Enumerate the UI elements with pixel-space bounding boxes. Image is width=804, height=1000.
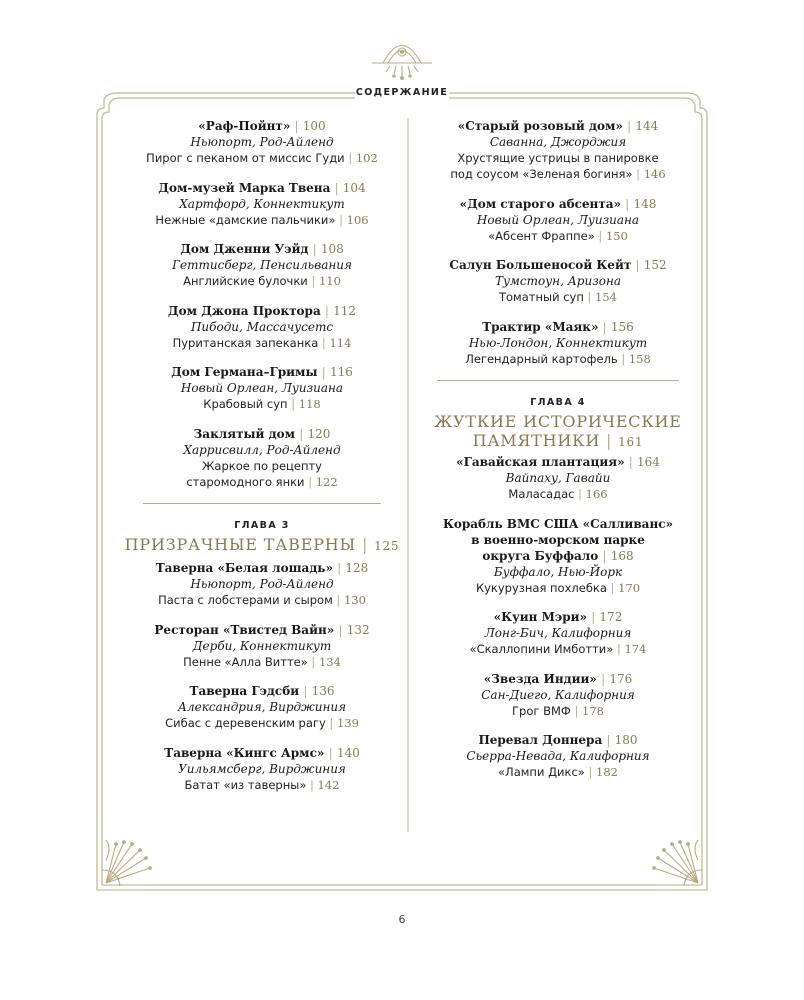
page-ref: 164 [637,455,660,469]
entry-title: «Раф-Пойнт» [198,119,291,133]
entry-recipe: Нежные «дамские пальчики» [155,212,336,227]
entry-location: Новый Орлеан, Луизиана [476,212,640,227]
entry-recipe: старомодного янки [186,474,305,489]
page-ref: 146 [643,167,666,181]
toc-entry[interactable]: Таверна «Белая лошадь» | 128 Ньюпорт, Род-Айленд Паста с лобстерами и сыром | 130 [118,560,406,608]
toc-entry[interactable]: «Старый розовый дом» | 144 Саванна, Джорджия Хрустящие устрицы в панировке под соусом «Зеленая богиня» | 146 [412,118,704,182]
fan-ornament-bottom-right [653,830,707,890]
entry-recipe: «Скаллопини Имботти» [469,642,614,656]
chapter-title: ПРИЗРАЧНЫЕ ТАВЕРНЫ [124,535,357,554]
entry-title: Ресторан «Твистед Вайн» [154,622,335,637]
entry-title: Дом Джона Проктора [167,303,321,318]
toc-entry[interactable]: «Гавайская плантация» | 164 Вайпаху, Гавайи Маласадас | 166 [412,454,704,502]
entry-title: Дом Дженни Уэйд [180,242,309,256]
entry-title: Заклятый дом [193,426,296,441]
page-ref: 102 [355,151,378,165]
entry-recipe: Пирог с пеканом от миссис Гуди [146,151,345,165]
entry-recipe: Сибас с деревенским рагу [165,716,326,730]
entry-title-line: в военно-морском парке [471,532,645,547]
page-ref: 136 [311,684,335,698]
page-ref: 140 [336,745,360,760]
entry-recipe: Паста с лобстерами и сыром [158,593,333,607]
toc-entry[interactable]: Дом-музей Марка Твена | 104 Хартфорд, Коннектикут Нежные «дамские пальчики» | 106 [118,180,406,228]
entry-location: Саванна, Джорджия [489,135,627,149]
fan-ornament-bottom-left [97,830,151,890]
page-ref: 144 [635,119,659,133]
entry-title: «Старый розовый дом» [457,119,623,133]
page-ref: 110 [318,274,341,288]
toc-entry[interactable]: Корабль ВМС США «Салливанс» в военно-морском парке округа Буффало | 168 Буффало, Нью-Йорк Кукурузная похлебка | 170 [412,516,704,596]
entry-location: Ньюпорт, Род-Айленд [190,577,334,591]
page-ref: 112 [333,303,357,318]
entry-recipe: Маласадас [508,487,575,501]
toc-entry[interactable]: Дом Дженни Уэйд | 108 Геттисберг, Пенсильвания Английские булочки | 110 [118,241,406,289]
entry-title: Салун Большеносой Кейт [449,258,632,272]
entry-recipe: «Лампи Дикс» [498,765,585,779]
page-ref: 166 [585,487,608,501]
toc-entry[interactable]: Дом Джона Проктора | 112 Пибоди, Массачусетс Пуританская запеканка | 114 [118,303,406,351]
page-ref: 114 [329,335,352,350]
entry-title: «Куин Мэри» [493,610,587,624]
page-ref: 178 [582,703,604,718]
entry-title-line: Корабль ВМС США «Салливанс» [442,516,674,531]
page-ref: 122 [315,474,338,489]
entry-location: Александрия, Вирджиния [177,700,347,714]
chapter-title: ЖУТКИЕ ИСТОРИЧЕСКИЕ [434,412,682,431]
entry-recipe-line: Хрустящие устрицы в панировке [457,151,659,165]
entry-title: «Гавайская плантация» [456,455,625,469]
page-ref: 182 [596,765,618,779]
page-ref: 152 [643,258,667,272]
entry-location: Вайпаху, Гавайи [505,471,611,485]
toc-entry[interactable]: Трактир «Маяк» | 156 Нью-Лондон, Коннектикут Легендарный картофель | 158 [412,319,704,367]
toc-entry[interactable]: Перевал Доннера | 180 Сьерра-Невада, Калифорния «Лампи Дикс» | 182 [412,732,704,780]
chapter-label: ГЛАВА 3 [234,520,290,531]
toc-entry[interactable]: Таверна «Кингс Армс» | 140 Уильямсберг, Вирджиния Батат «из таверны» | 142 [118,745,406,793]
entry-title: округа Буффало [482,548,599,563]
page-ref: 134 [318,654,341,669]
toc-entry[interactable]: Заклятый дом | 120 Харрисвилл, Род-Айленд Жаркое по рецепту старомодного янки | 122 [118,426,406,490]
entry-location: Хартфорд, Коннектикут [179,196,345,211]
entry-recipe: под соусом «Зеленая богиня» [450,167,633,181]
page-ref: 139 [336,716,359,730]
page-ref: 150 [605,228,628,243]
page-ref: 142 [317,777,340,792]
page-ref: 156 [610,319,634,334]
page-ref: 168 [610,548,634,563]
entry-recipe: Крабовый суп [203,397,288,411]
entry-title: «Звезда Индии» [483,671,597,686]
page-ref: 125 [374,539,400,553]
toc-entry[interactable]: Салун Большеносой Кейт | 152 Тумстоун, Аризона Томатный суп | 154 [412,257,704,305]
page-ref: 172 [599,610,623,624]
entry-location: Дерби, Коннектикут [192,638,332,653]
right-column [412,118,704,794]
left-column [118,118,406,806]
entry-location: Ньюпорт, Род-Айленд [190,135,334,149]
entry-recipe-line: Жаркое по рецепту [202,458,322,473]
chapter-divider [143,503,381,504]
page-ref: 106 [346,212,369,227]
page-number: 6 [398,913,406,926]
page-ref: 161 [618,435,644,449]
page-ref: 148 [633,196,657,211]
toc-entry[interactable]: «Звезда Индии» | 176 Сан-Диего, Калифорния Грог ВМФ | 178 [412,671,704,719]
toc-entry[interactable]: Таверна Гэдсби | 136 Александрия, Вирджиния Сибас с деревенским рагу | 139 [118,683,406,731]
toc-entry[interactable]: Дом Германа–Гримы | 116 Новый Орлеан, Луизиана Крабовый суп | 118 [118,364,406,412]
entry-recipe: «Абсент Фраппе» [488,228,595,243]
toc-entry[interactable]: «Дом старого абсента» | 148 Новый Орлеан, Луизиана «Абсент Фраппе» | 150 [412,196,704,244]
entry-title: Перевал Доннера [478,733,603,747]
page-ref: 104 [342,180,366,195]
entry-recipe: Батат «из таверны» [184,777,307,792]
entry-title: Дом-музей Марка Твена [158,180,331,195]
entry-location: Лонг-Бич, Калифорния [484,626,632,640]
entry-title: Таверна «Кингс Армс» [164,745,325,760]
entry-recipe: Кукурузная похлебка [475,580,607,595]
page-ref: 154 [595,290,617,304]
entry-recipe: Грог ВМФ [512,703,571,718]
page-ref: 158 [628,351,651,366]
page-ref: 108 [320,242,344,256]
page-ref: 120 [307,426,331,441]
page-ref: 118 [298,397,321,411]
page-ref: 100 [302,119,326,133]
sunburst-ornament-top [372,46,432,80]
page-ref: 132 [346,622,370,637]
chapter-header[interactable]: ГЛАВА 3 ПРИЗРАЧНЫЕ ТАВЕРНЫ | 125 [118,520,406,556]
toc-entry[interactable]: «Раф-Пойнт» | 100 Ньюпорт, Род-Айленд Пирог с пеканом от миссис Гуди | 102 [118,118,406,166]
page-heading: СОДЕРЖАНИЕ [355,87,449,98]
entry-title: Трактир «Маяк» [482,319,599,334]
chapter-title-line2: ПАМЯТНИКИ [472,431,601,450]
entry-recipe: Пенне «Алла Витте» [183,654,308,669]
entry-recipe: Пуританская запеканка [172,335,319,350]
entry-location: Буффало, Нью-Йорк [493,564,623,579]
entry-title: Таверна Гэдсби [189,684,300,698]
entry-location: Тумстоун, Аризона [494,274,622,288]
entry-title: Таверна «Белая лошадь» [155,561,333,575]
entry-recipe: Томатный суп [499,290,584,304]
entry-title: Дом Германа–Гримы [171,365,318,379]
entry-location: Пибоди, Массачусетс [190,319,334,334]
entry-location: Новый Орлеан, Луизиана [180,381,344,395]
page-ref: 180 [614,733,638,747]
entry-location: Уильямсберг, Вирджиния [178,761,346,776]
page-ref: 128 [345,561,369,575]
page-ref: 130 [343,593,366,607]
page-ref: 176 [609,671,633,686]
toc-entry[interactable]: «Куин Мэри» | 172 Лонг-Бич, Калифорния «Скаллопини Имботти» | 174 [412,609,704,657]
entry-location: Харрисвилл, Род-Айленд [183,442,341,457]
page-ref: 116 [329,365,353,379]
page-ref: 174 [624,642,647,656]
entry-title: «Дом старого абсента» [459,196,622,211]
entry-location: Сан-Диего, Калифорния [481,687,635,702]
chapter-label: ГЛАВА 4 [530,397,586,408]
page-ref: 170 [618,580,641,595]
entry-location: Сьерра-Невада, Калифорния [466,749,650,763]
entry-recipe: Английские булочки [183,274,308,288]
entry-location: Нью-Лондон, Коннектикут [468,335,648,350]
entry-recipe: Легендарный картофель [465,351,618,366]
toc-entry[interactable]: Ресторан «Твистед Вайн» | 132 Дерби, Коннектикут Пенне «Алла Витте» | 134 [118,622,406,670]
chapter-header[interactable]: ГЛАВА 4 ЖУТКИЕ ИСТОРИЧЕСКИЕ ПАМЯТНИКИ | 161 [412,397,704,452]
chapter-divider [437,380,679,381]
entry-location: Геттисберг, Пенсильвания [172,258,352,272]
